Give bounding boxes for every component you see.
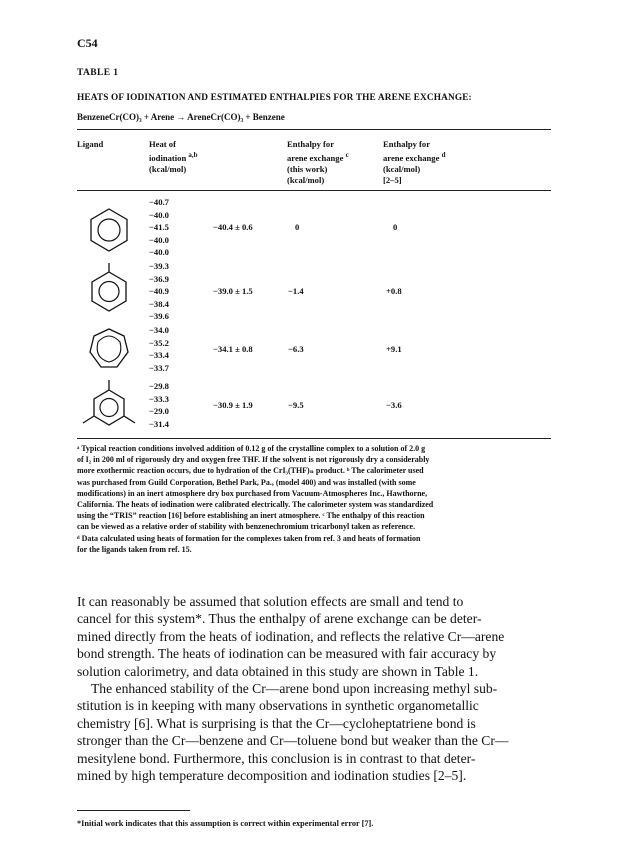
table-footnote-line: was purchased from Guild Corporation, Bethel Park, Pa., (model 400) and was installed (with some — [77, 477, 416, 487]
header-exchange-this-work: Enthalpy for arene exchange $^c$ (this work) (kcal/mol) — [287, 139, 349, 185]
body-line: It can reasonably be assumed that solution effects are small and tend to — [77, 594, 464, 609]
header-ligand: Ligand — [77, 139, 104, 149]
header-rule — [77, 190, 551, 191]
cycloheptatriene-structure — [84, 326, 134, 374]
row4-literature: −3.6 — [386, 400, 402, 410]
body-line: mesitylene bond. Furthermore, this conclusion is in contrast to that deter- — [77, 750, 476, 766]
mesitylene-structure — [80, 379, 138, 435]
row4-this-work: −9.5 — [288, 400, 304, 410]
body-line: stitution is in keeping with many observations in synthetic organometallic — [77, 698, 479, 714]
table-footnote-line: can be viewed as a relative order of stability with benzenechromium tricarbonyl taken as reference. — [77, 522, 416, 532]
header-exchange-literature: Enthalpy for arene exchange $^d$ (kcal/mol) [2–5] — [383, 139, 446, 185]
table-footnote-line: more exothermic reaction occurs, due to hydration of the CrI₃(THF)ₙ product. ᵇ The calorimeter used — [77, 466, 424, 476]
table-footnote-line: ᵃ Typical reaction conditions involved addition of 0.12 g of the crystalline complex to a solution of 2.0 g — [77, 444, 426, 453]
row2-mean: −39.0 ± 1.5 — [213, 286, 253, 296]
row2-values: −39.3 −36.9 −40.9 −38.4 −39.6 — [149, 261, 169, 322]
body-line: cancel for this system*. Thus the enthalpy of arene exchange can be deter- — [77, 611, 482, 627]
body-line: solution calorimetry, and data obtained in this study are shown in Table 1. — [77, 663, 479, 679]
table-footnote-line: California. The heats of iodination were calibrated electrically. The calorimeter system was standardized — [77, 500, 434, 510]
table-footnote-line: modifications) in an inert atmosphere dry box purchased from Vacuum-Atmospheres Inc., Hawthorne, — [77, 488, 428, 498]
row3-literature: +9.1 — [386, 344, 402, 354]
table-bottom-rule — [77, 438, 551, 439]
body-line: stronger than the Cr—benzene and Cr—toluene bond but weaker than the Cr— — [77, 733, 509, 749]
row3-mean: −34.1 ± 0.8 — [213, 344, 253, 354]
row4-mean: −30.9 ± 1.9 — [213, 400, 253, 410]
body-line: The enhanced stability of the Cr—arene bond upon increasing methyl sub- — [91, 681, 498, 697]
body-line: mined by high temperature decomposition and iodination studies [2–5]. — [77, 768, 467, 784]
page-footnote: *Initial work indicates that this assumption is correct within experimental error [7]. — [77, 819, 374, 828]
row2-this-work: −1.4 — [288, 286, 304, 296]
table-footnote-line: ᵈ Data calculated using heats of formation for the complexes taken from ref. 3 and heats of formation — [77, 533, 421, 543]
table-reaction: BenzeneCr(CO)₃ + Arene → AreneCr(CO)₃ + Benzene — [77, 112, 285, 122]
table-footnote-line: for the ligands taken from ref. 15. — [77, 544, 192, 554]
row1-mean: −40.4 ± 0.6 — [213, 222, 253, 232]
header-heat: Heat of iodination $^{a,b}$ (kcal/mol) — [149, 139, 198, 174]
table-label: TABLE 1 — [77, 68, 119, 78]
row3-this-work: −6.3 — [288, 344, 304, 354]
row2-literature: +0.8 — [386, 286, 402, 296]
table-footnote-line: of I₂ in 200 ml of rigorously dry and oxygen free THF. If the solvent is not rigorously dry a considerably — [77, 455, 430, 465]
row1-literature: 0 — [393, 222, 398, 232]
row4-values: −29.8 −33.3 −29.0 −31.4 — [149, 381, 169, 429]
body-line: mined directly from the heats of iodination, and reflects the relative Cr—arene — [77, 628, 505, 644]
body-line: chemistry [6]. What is surprising is that the Cr—cycloheptatriene bond is — [77, 715, 476, 731]
row1-values: −40.7 −40.0 −41.5 −40.0 −40.0 — [149, 197, 169, 258]
table-top-rule — [77, 129, 551, 130]
table-title: HEATS OF IODINATION AND ESTIMATED ENTHALPIES FOR THE ARENE EXCHANGE: — [77, 93, 472, 103]
body-paragraph — [77, 593, 557, 784]
toluene-structure — [86, 262, 132, 318]
table-footnote-line: using the “TRIS” reaction [16] before establishing an inert atmosphere. ᶜ The enthalpy of this reaction — [77, 511, 425, 521]
row1-this-work: 0 — [295, 222, 300, 232]
table-footnotes — [77, 443, 557, 555]
page-number: C54 — [77, 36, 98, 50]
benzene-structure — [86, 206, 132, 256]
footnote-rule — [77, 810, 190, 811]
row3-values: −34.0 −35.2 −33.4 −33.7 — [149, 325, 169, 373]
body-line: bond strength. The heats of iodination can be measured with fair accuracy by — [77, 646, 497, 662]
